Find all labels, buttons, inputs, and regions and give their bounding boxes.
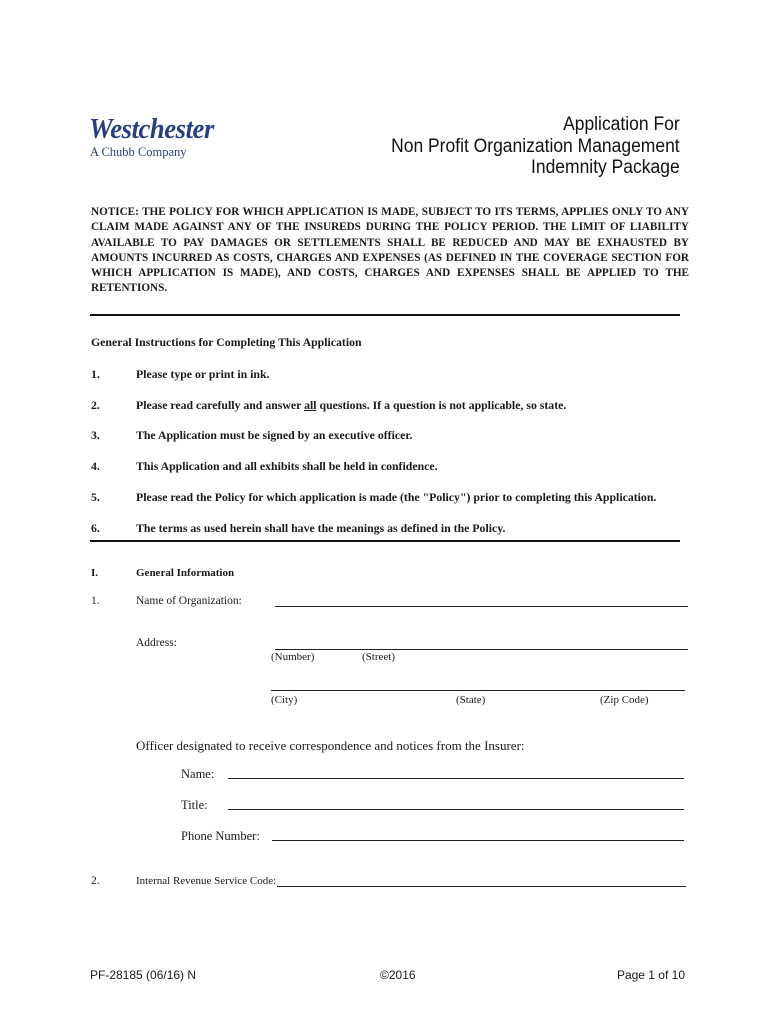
organization-name-label: Name of Organization: (136, 595, 242, 607)
instruction-number: 4. (91, 459, 100, 473)
officer-heading: Officer designated to receive correspondence and notices from the Insurer: (136, 738, 525, 753)
instruction-text (136, 398, 566, 413)
divider (90, 314, 680, 316)
company-logo: Westchester (89, 113, 214, 145)
question-number: 2. (91, 875, 100, 887)
irs-code-label: Internal Revenue Service Code: (136, 875, 277, 887)
address-city-state-zip-field[interactable] (271, 690, 685, 691)
instruction-text: The terms as used herein shall have the meanings as defined in the Policy. (136, 521, 506, 535)
organization-name-field[interactable] (275, 606, 688, 607)
instruction-text: This Application and all exhibits shall be held in confidence. (136, 459, 438, 473)
section-title: General Information (136, 567, 235, 579)
officer-name-field[interactable] (228, 778, 684, 779)
address-city-caption: (City) (271, 694, 298, 706)
address-street-field[interactable] (275, 649, 688, 650)
officer-phone-label: Phone Number: (181, 829, 260, 843)
instruction-text-post: questions. If a question is not applicable, so state. (316, 398, 567, 412)
officer-phone-field[interactable] (272, 840, 684, 841)
address-zip-caption: (Zip Code) (600, 694, 649, 706)
title-line-1: Application For (563, 114, 680, 135)
instruction-number: 2. (91, 398, 100, 412)
page-number: Page 1 of 10 (616, 968, 685, 982)
address-label: Address: (136, 637, 177, 649)
instruction-text: Please read the Policy for which application is made (the "Policy") prior to completing this Application. (136, 490, 657, 504)
officer-title-label: Title: (181, 798, 208, 812)
copyright: ©2016 (380, 968, 416, 982)
address-state-caption: (State) (456, 694, 486, 706)
instruction-text: The Application must be signed by an executive officer. (136, 428, 413, 442)
instruction-number: 1. (91, 367, 100, 381)
officer-title-field[interactable] (228, 809, 684, 810)
instruction-number: 3. (91, 428, 100, 442)
divider (90, 540, 680, 542)
document-title (391, 114, 680, 179)
instruction-number: 6. (91, 521, 100, 535)
address-street-caption: (Street) (362, 651, 395, 663)
title-line-3: Indemnity Package (531, 157, 680, 178)
instruction-text-pre: Please read carefully and answer (136, 398, 305, 412)
company-logo-subtitle: A Chubb Company (90, 145, 187, 159)
irs-code-field[interactable] (277, 886, 686, 887)
officer-name-label: Name: (181, 767, 215, 781)
instruction-number: 5. (91, 490, 100, 504)
instructions-heading: General Instructions for Completing This Application (91, 335, 362, 349)
section-number: I. (91, 567, 99, 579)
address-number-caption: (Number) (271, 651, 315, 663)
instruction-text-emphasis: all (304, 398, 317, 412)
instruction-text: Please type or print in ink. (136, 367, 270, 381)
notice-paragraph: NOTICE: THE POLICY FOR WHICH APPLICATION IS MADE, SUBJECT TO ITS TERMS, APPLIES ONLY TO ANY CLAIM MADE AGAINST ANY OF THE INSUREDS DURING THE POLICY PERIOD. THE LIMIT OF LIABILITY AVAILABLE TO PAY DAMAGES OR SETTLEMENTS SHALL BE REDUCED AND MAY BE EXHAUSTED BY AMOUNTS INCURRED AS COSTS, CHARGES AND EXPENSES (AS DEFINED IN THE COVERAGE SECTION FOR WHICH APPLICATION IS MADE), AND COSTS, CHARGES AND EXPENSES SHALL BE APPLIED TO THE RETENTIONS. (91, 206, 689, 295)
question-number: 1. (91, 595, 100, 607)
form-number: PF-28185 (06/16) N (90, 968, 197, 982)
title-line-2: Non Profit Organization Management (391, 135, 680, 157)
